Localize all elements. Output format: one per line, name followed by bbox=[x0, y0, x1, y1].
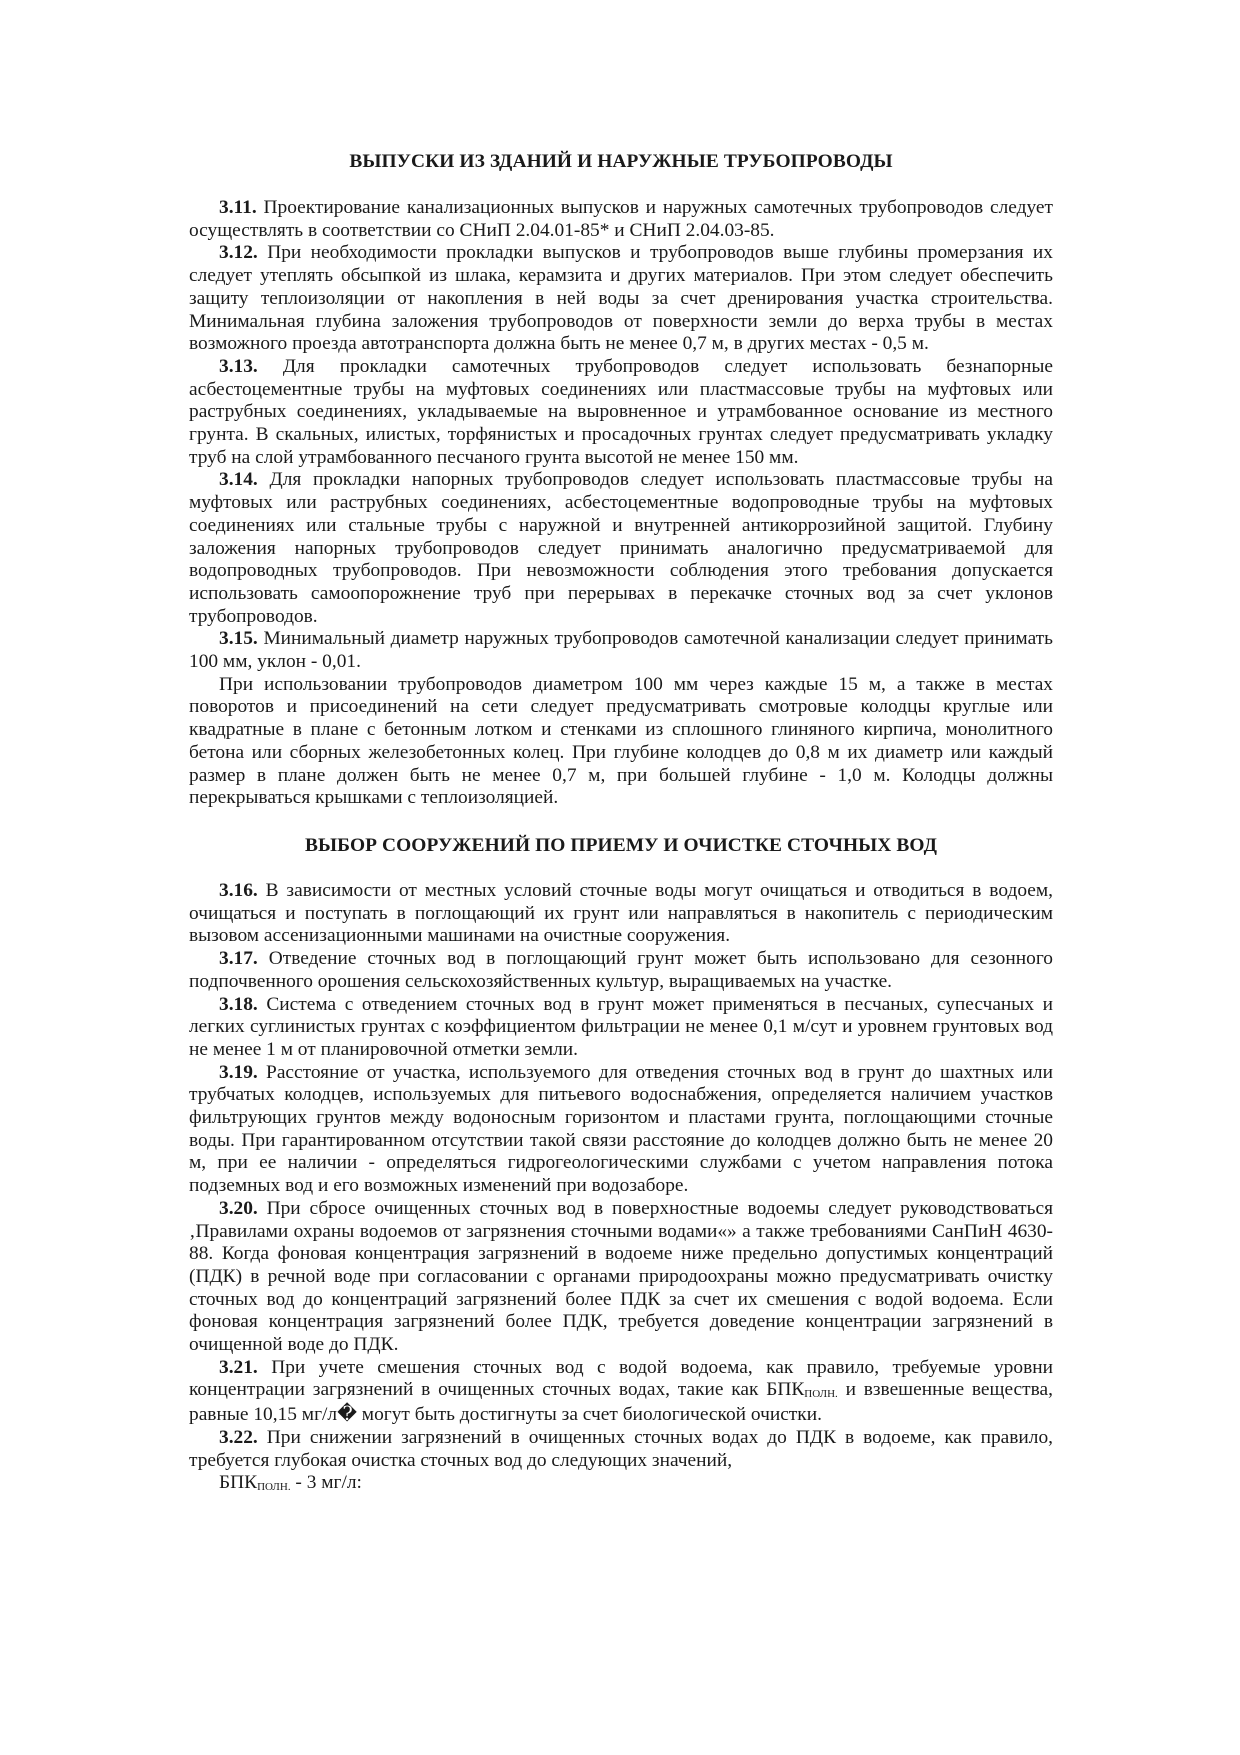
paragraph-text: Отведение сточных вод в поглощающий грунт может быть использовано для сезонного подпочвенного орошения сельскохозяйственных культур, выращиваемых на участке. bbox=[189, 948, 1053, 992]
paragraph-text: При использовании трубопроводов диаметром 100 мм через каждые 15 м, а также в местах поворотов и присоединений на сети следует предусматривать смотровые колодцы круглые или квадратные в плане с бетонным лотком и стенками из сплошного глиняного кирпича, монолитного бетона или сборных железобетонных колец. При глубине колодцев до 0,8 м их диаметр или каждый размер в плане должен быть не менее 0,7 м, при большей глубине - 1,0 м. Колодцы должны перекрываться крышками с теплоизоляцией. bbox=[189, 673, 1053, 809]
paragraph-text: При сбросе очищенных сточных вод в поверхностные водоемы следует руководствоваться ‚Правилами охраны водоемов от загрязнения сточными водами«» а также требованиями СанПиН 4630-88. Когда фоновая концентрация загрязнений в водоеме ниже предельно допустимых концентраций (ПДК) в речной воде при согласовании с органами природоохраны можно предусматривать очистку сточных вод до концентраций загрязнений более ПДК за счет их смешения с водой водоема. Если фоновая концентрация загрязнений более ПДК, требуется доведение концентрации загрязнений в очищенной воде до ПДК. bbox=[189, 1197, 1054, 1356]
paragraph-number: 3.17. bbox=[219, 948, 258, 970]
paragraph-3-22 bbox=[189, 1427, 1053, 1472]
paragraph-number: 3.12. bbox=[219, 242, 258, 264]
paragraph bbox=[189, 994, 1053, 1062]
paragraph bbox=[189, 469, 1053, 628]
paragraph-3-21 bbox=[189, 1357, 1053, 1427]
section-title-outlets: ВЫПУСКИ ИЗ ЗДАНИЙ И НАРУЖНЫЕ ТРУБОПРОВОДЫ bbox=[349, 151, 893, 172]
section-outlets-body bbox=[189, 197, 1053, 810]
paragraph-text: Для прокладки самотечных трубопроводов следует использовать безнапорные асбестоцементные трубы на муфтовых соединениях или пластмассовые трубы на муфтовых или раструбных соединениях, укладываемые на выровненное и утрамбованное основание из местного грунта. В скальных, илистых, торфянистых и просадочных грунтах следует предусматривать укладку труб на слой утрамбованного песчаного грунта высотой не менее 150 мм. bbox=[189, 355, 1053, 468]
section-treatment-body bbox=[189, 880, 1053, 1357]
section-title-treatment: ВЫБОР СООРУЖЕНИЙ ПО ПРИЕМУ И ОЧИСТКЕ СТОЧНЫХ ВОД bbox=[304, 834, 938, 856]
paragraph-text: При необходимости прокладки выпусков и трубопроводов выше глубины промерзания их следует утеплять обсыпкой из шлака, керамзита и других материалов. При этом следует обеспечить защиту теплоизоляции от накопления в ней воды за счет дренирования участка строительства. Минимальная глубина заложения трубопроводов от поверхности земли до верха трубы в местах возможного проезда автотранспорта должна быть не менее 0,7 м, в других местах - 0,5 м. bbox=[189, 242, 1053, 355]
bpk-line bbox=[189, 1472, 1053, 1497]
paragraph-text: Проектирование канализационных выпусков и наружных самотечных трубопроводов следует осуществлять в соответствии со СНиП 2.04.01-85* и СНиП 2.04.03-85. bbox=[189, 197, 1053, 241]
paragraph bbox=[189, 1198, 1053, 1357]
paragraph-text: Расстояние от участка, используемого для отведения сточных вод в грунт до шахтных или трубчатых колодцев, используемых для питьевого водоснабжения, определяется наличием участков фильтрующих грунтов между водоносным горизонтом и пластами грунта, поглощающими сточные воды. При гарантированном отсутствии такой связи расстояние до колодцев должно быть не менее 20 м, при ее наличии - определяться гидрогеологическими службами с учетом направления потока подземных вод и его возможных изменений при водозаборе. bbox=[189, 1061, 1053, 1197]
paragraph-text: Система с отведением сточных вод в грунт может применяться в песчаных, супесчаных и легких суглинистых грунтах с коэффициентом фильтрации не менее 0,1 м/сут и уровнем грунтовых вод не менее 1 м от планировочной отметки земли. bbox=[189, 993, 1053, 1060]
document-content bbox=[189, 150, 1053, 1497]
subscript-poln: ПОЛН. bbox=[804, 1388, 838, 1401]
paragraph-text: В зависимости от местных условий сточные воды могут очищаться и отводиться в водоем, очищаться и поступать в поглощающий их грунт или направляться в накопитель с периодическим вызовом ассенизационными машинами на очистные сооружения. bbox=[189, 879, 1053, 947]
paragraph bbox=[189, 880, 1053, 948]
bpk-suffix: - 3 мг/л: bbox=[290, 1472, 362, 1494]
paragraph-number: 3.13. bbox=[219, 355, 258, 377]
paragraph bbox=[189, 197, 1053, 242]
paragraph-number: 3.19. bbox=[219, 1061, 258, 1083]
paragraph bbox=[189, 948, 1053, 993]
paragraph-text-cont: и взвешенные вещества, равные 10,15 мг/л� могут быть достигнуты за счет биологической очистки. bbox=[189, 1379, 1053, 1426]
paragraph-number: 3.22. bbox=[219, 1426, 258, 1448]
paragraph-number: 3.21. bbox=[219, 1356, 258, 1378]
paragraph-text: Минимальный диаметр наружных трубопроводов самотечной канализации следует принимать 100 мм, уклон - 0,01. bbox=[189, 628, 1053, 673]
paragraph bbox=[189, 628, 1053, 673]
paragraph bbox=[189, 242, 1053, 356]
bpk-subscript: ПОЛН. bbox=[257, 1481, 291, 1494]
paragraph-text: При учете смешения сточных вод с водой водоема, как правило, требуемые уровни концентрации загрязнений в очищенных сточных водах, такие как БПК bbox=[189, 1356, 1053, 1401]
paragraph-text: Для прокладки напорных трубопроводов следует использовать пластмассовые трубы на муфтовых или раструбных соединениях, асбестоцементные водопроводные трубы на муфтовых соединениях или стальные трубы с наружной и внутренней антикоррозийной защитой. Глубину заложения напорных трубопроводов следует принимать аналогично предусматриваемой для водопроводных трубопроводов. При невозможности соблюдения этого требования допускается использовать самоопорожнение труб при перерывах в перекачке сточных вод за счет уклонов трубопроводов. bbox=[189, 469, 1053, 627]
paragraph-number: 3.11. bbox=[219, 197, 257, 218]
paragraph bbox=[189, 674, 1053, 810]
paragraph-number: 3.18. bbox=[219, 993, 258, 1015]
paragraph-number: 3.16. bbox=[219, 879, 258, 901]
bpk-prefix: БПК bbox=[219, 1472, 258, 1494]
paragraph-number: 3.14. bbox=[219, 469, 258, 491]
paragraph-number: 3.15. bbox=[219, 628, 258, 650]
paragraph bbox=[189, 1062, 1053, 1198]
paragraph bbox=[189, 356, 1053, 470]
paragraph-number: 3.20. bbox=[219, 1197, 258, 1219]
paragraph-text: При снижении загрязнений в очищенных сточных водах до ПДК в водоеме, как правило, требуется глубокая очистка сточных вод до следующих значений, bbox=[189, 1426, 1053, 1471]
